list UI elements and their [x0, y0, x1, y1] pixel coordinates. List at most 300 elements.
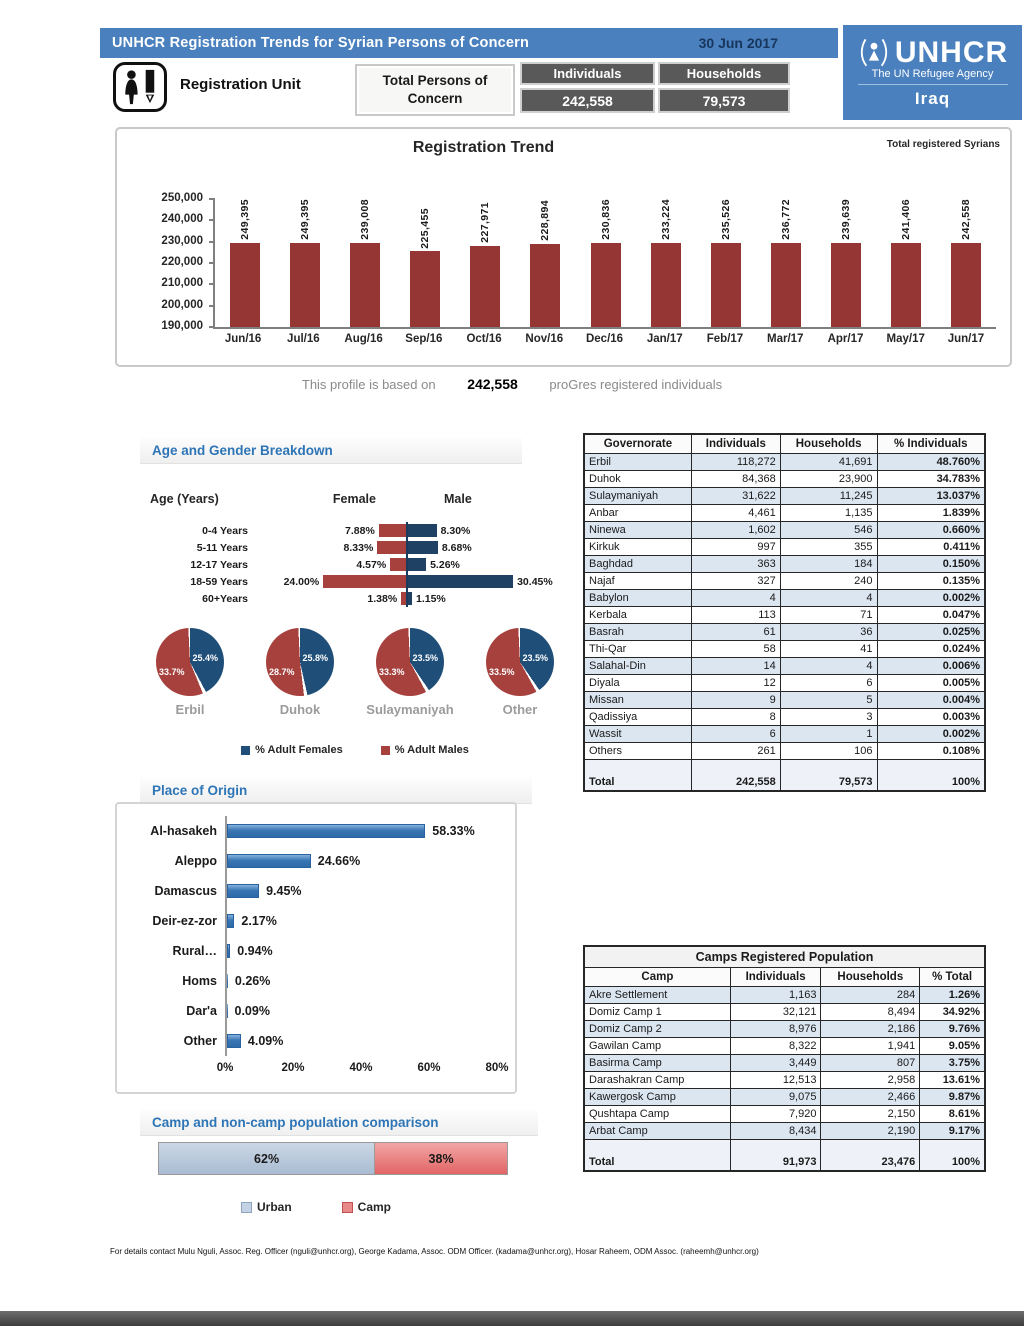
x-tick-label: Sep/16 [405, 333, 443, 345]
origin-category-label: Dar'a [186, 1004, 217, 1018]
table-row [584, 1055, 985, 1072]
data-table [583, 945, 986, 1172]
adult-share-pies [140, 628, 570, 717]
individuals-header: Individuals [520, 62, 655, 85]
table-cell: Sulaymaniyah [584, 488, 691, 505]
table-cell: Darashakran Camp [584, 1072, 730, 1089]
table-cell: 84,368 [691, 471, 780, 488]
male-zone [408, 556, 578, 573]
table-cell: Ninewa [584, 522, 691, 539]
male-value-label: 5.26% [430, 558, 460, 571]
origin-bar [227, 1034, 241, 1048]
female-zone [258, 539, 408, 556]
table-row [584, 522, 985, 539]
table-total-row [584, 1140, 985, 1172]
table-cell: 32,121 [730, 1004, 821, 1021]
y-tick-label: 250,000 [161, 192, 203, 204]
table-cell: 8,976 [730, 1021, 821, 1038]
unhcr-logo [843, 25, 1022, 120]
trend-bar-column [275, 199, 335, 327]
male-zone [408, 539, 578, 556]
females-legend-label: % Adult Females [255, 744, 343, 756]
origin-category-label: Al-hasakeh [150, 824, 217, 838]
trend-bar [350, 243, 380, 327]
place-of-origin-chart [115, 802, 517, 1094]
origin-x-tick: 0% [216, 1062, 234, 1074]
profile-value: 242,558 [467, 376, 518, 392]
table-cell: 2,466 [821, 1089, 920, 1106]
table-cell: Missan [584, 692, 691, 709]
trend-bar-column [335, 199, 395, 327]
origin-x-axis [216, 1062, 509, 1082]
table-cell: 0.002% [877, 726, 985, 743]
table-cell: 12 [691, 675, 780, 692]
origin-value-label: 0.94% [237, 944, 273, 958]
table-row [584, 743, 985, 760]
trend-bar [591, 243, 621, 327]
y-tick-label: 210,000 [161, 277, 203, 290]
table-cell: 61 [691, 624, 780, 641]
table-cell: Domiz Camp 1 [584, 1004, 730, 1021]
legend-adult-males [381, 744, 469, 756]
table-row [584, 709, 985, 726]
table-cell: Gawilan Camp [584, 1038, 730, 1055]
individuals-value: 242,558 [520, 88, 655, 113]
bar-value-label: 235,526 [719, 199, 732, 240]
profile-suffix: proGres registered individuals [549, 377, 723, 392]
pie-cell [360, 628, 460, 717]
origin-row [127, 816, 499, 846]
origin-bar [227, 974, 228, 988]
origin-value-label: 24.66% [317, 854, 361, 868]
table-title-row [584, 946, 985, 968]
origin-bar [227, 824, 425, 838]
table-cell: 13.037% [877, 488, 985, 505]
table-cell: 8 [691, 709, 780, 726]
tornado-row [150, 573, 590, 590]
table-cell: 284 [821, 987, 920, 1004]
bar-value-label: 239,008 [359, 199, 372, 240]
table-cell: Akre Settlement [584, 987, 730, 1004]
camp-legend-label: Camp [357, 1200, 391, 1214]
table-row [584, 488, 985, 505]
table-cell: 0.135% [877, 573, 985, 590]
table-row [584, 573, 985, 590]
table-cell: Wassit [584, 726, 691, 743]
table-cell: 9,075 [730, 1089, 821, 1106]
table-cell: Others [584, 743, 691, 760]
female-bar [377, 541, 406, 554]
origin-rows [127, 816, 499, 1056]
table-cell: 997 [691, 539, 780, 556]
data-table [583, 433, 986, 792]
table-row [584, 1072, 985, 1089]
camps-table [583, 945, 986, 1172]
trend-bar [891, 243, 921, 327]
total-cell: 242,558 [691, 760, 780, 792]
table-cell: 184 [780, 556, 877, 573]
trend-bars [215, 199, 996, 327]
bar-value-label: 227,971 [479, 202, 492, 243]
table-cell: Duhok [584, 471, 691, 488]
y-tick [209, 241, 215, 243]
table-cell: 13.61% [920, 1072, 985, 1089]
table-cell: 1,941 [821, 1038, 920, 1055]
total-cell: 91,973 [730, 1140, 821, 1172]
table-row [584, 607, 985, 624]
table-cell: Domiz Camp 2 [584, 1021, 730, 1038]
x-tick-label: Jul/16 [287, 333, 320, 345]
column-header: Camp [584, 968, 730, 987]
column-header: % Individuals [877, 434, 985, 454]
trend-bar-column [515, 199, 575, 327]
pie-name: Other [502, 702, 538, 717]
pie-chart [486, 628, 554, 696]
male-bar [408, 575, 513, 588]
y-tick [209, 326, 215, 328]
table-cell: 363 [691, 556, 780, 573]
origin-x-tick: 60% [417, 1062, 441, 1074]
logo-wordmark: UNHCR [894, 36, 1009, 69]
age-label: 12-17 Years [190, 558, 248, 571]
bar-value-label: 249,395 [299, 199, 312, 240]
table-cell: Kirkuk [584, 539, 691, 556]
female-zone [258, 522, 408, 539]
origin-bar-zone [225, 1026, 499, 1056]
origin-x-tick: 40% [349, 1062, 373, 1074]
table-cell: 0.024% [877, 641, 985, 658]
female-bar [323, 575, 406, 588]
x-tick-label: Jun/16 [224, 333, 262, 345]
y-tick [209, 283, 215, 285]
age-label: 18-59 Years [190, 575, 248, 588]
table-header-row [584, 434, 985, 454]
table-cell: 41,691 [780, 454, 877, 471]
table-title-cell: Camps Registered Population [584, 946, 985, 968]
origin-category-label: Aleppo [174, 854, 217, 868]
age-label: 5-11 Years [196, 541, 248, 554]
table-cell: 12,513 [730, 1072, 821, 1089]
pie-male-label: 33.7% [159, 667, 185, 677]
table-cell: 58 [691, 641, 780, 658]
table-cell: 4 [780, 658, 877, 675]
origin-bar-zone [225, 816, 499, 846]
males-legend-label: % Adult Males [394, 744, 469, 756]
table-cell: 2,150 [821, 1106, 920, 1123]
trend-bar [711, 243, 741, 327]
table-row [584, 987, 985, 1004]
logo-tagline: The UN Refugee Agency [858, 68, 1008, 85]
tornado-row [150, 539, 590, 556]
column-header: Households [821, 968, 920, 987]
origin-value-label: 9.45% [266, 884, 302, 898]
trend-bar [771, 243, 801, 327]
urban-legend-label: Urban [256, 1200, 292, 1214]
table-header-row [584, 968, 985, 987]
males-legend-swatch [381, 746, 390, 755]
age-gender-section-header: Age and Gender Breakdown [140, 438, 522, 464]
table-cell: 0.002% [877, 590, 985, 607]
table-cell: 0.150% [877, 556, 985, 573]
bar-value-label: 242,558 [959, 199, 972, 240]
table-cell: Kerbala [584, 607, 691, 624]
origin-value-label: 58.33% [432, 824, 475, 838]
pie-chart [156, 628, 224, 696]
pie-name: Erbil [175, 702, 205, 717]
trend-x-axis [213, 333, 996, 345]
table-cell: 0.108% [877, 743, 985, 760]
table-cell: 9 [691, 692, 780, 709]
bar-value-label: 228,894 [539, 200, 552, 241]
origin-value-label: 0.26% [234, 974, 271, 988]
origin-category-label: Other [183, 1034, 217, 1048]
y-tick-label: 240,000 [161, 213, 203, 226]
female-zone [258, 573, 408, 590]
table-cell: 118,272 [691, 454, 780, 471]
profile-prefix: This profile is based on [301, 377, 436, 392]
origin-bar [227, 944, 230, 958]
origin-row [127, 846, 499, 876]
origin-x-tick: 80% [485, 1062, 509, 1074]
table-cell: 0.047% [877, 607, 985, 624]
trend-bar [290, 243, 320, 327]
table-cell: 6 [691, 726, 780, 743]
table-cell: Qushtapa Camp [584, 1106, 730, 1123]
footer-contact: For details contact Mulu Nguli, Assoc. Reg. Officer (nguli@unhcr.org), George Kadama, Assoc. ODM Officer. (kadama@unhcr.org), Hosar Raheem, ODM Assoc. (raheemh@unhcr.org) [110, 1247, 759, 1256]
table-row [584, 692, 985, 709]
table-cell: 3 [780, 709, 877, 726]
table-row [584, 556, 985, 573]
page-bottom-edge [0, 1311, 1024, 1326]
total-cell: 100% [920, 1140, 985, 1172]
tornado-row [150, 590, 590, 607]
origin-bar-zone [225, 996, 499, 1026]
table-cell: 240 [780, 573, 877, 590]
table-row [584, 454, 985, 471]
bar-value-label: 230,836 [599, 199, 612, 240]
table-row [584, 624, 985, 641]
x-tick-label: Mar/17 [767, 333, 804, 345]
households-value: 79,573 [658, 88, 790, 113]
x-tick-label: Aug/16 [344, 333, 383, 345]
column-header: Governorate [584, 434, 691, 454]
pie-female-label: 25.8% [302, 653, 328, 663]
table-cell: 546 [780, 522, 877, 539]
bar-value-label: 239,639 [839, 199, 852, 240]
female-zone [258, 590, 408, 607]
bar-value-label: 249,395 [239, 199, 252, 240]
table-row [584, 658, 985, 675]
page-title: UNHCR Registration Trends for Syrian Persons of Concern [112, 35, 530, 51]
column-header: Households [780, 434, 877, 454]
table-cell: 14 [691, 658, 780, 675]
tornado-header-row [150, 492, 570, 506]
x-tick-label: Jan/17 [646, 333, 683, 345]
table-cell: 34.783% [877, 471, 985, 488]
females-legend-swatch [241, 746, 250, 755]
y-tick [209, 198, 215, 200]
place-of-origin-section-header: Place of Origin [140, 778, 532, 804]
trend-bar-column [636, 199, 696, 327]
table-cell: 2,190 [821, 1123, 920, 1140]
trend-bar-column [215, 199, 275, 327]
table-cell: 4 [691, 590, 780, 607]
y-tick-label: 190,000 [161, 320, 203, 332]
tornado-row [150, 522, 590, 539]
trend-bar [410, 251, 440, 327]
male-value-label: 8.30% [440, 524, 471, 537]
table-row [584, 1089, 985, 1106]
column-header: % Total [920, 968, 985, 987]
female-bar [401, 592, 406, 605]
governorate-table [583, 433, 986, 792]
female-value-label: 8.33% [343, 541, 374, 554]
logo-country: Iraq [914, 89, 951, 108]
tornado-rows [150, 522, 590, 607]
table-row [584, 1123, 985, 1140]
camp-comparison-bar [158, 1142, 508, 1175]
bar-value-label: 225,455 [419, 207, 432, 249]
origin-bar-zone [225, 936, 499, 966]
female-bar [390, 558, 406, 571]
legend-adult-females [241, 744, 343, 756]
pie-cell [250, 628, 350, 717]
registration-unit-label: Registration Unit [180, 76, 301, 93]
tornado-male-header: Male [444, 492, 472, 506]
pie-male-label: 28.7% [269, 667, 295, 677]
origin-bar-zone [225, 966, 499, 996]
table-row [584, 505, 985, 522]
female-zone [258, 556, 408, 573]
trend-bar-column [395, 199, 455, 327]
chart-note: Total registered Syrians [886, 139, 1000, 150]
origin-bar [227, 884, 259, 898]
table-row [584, 539, 985, 556]
header-bar [100, 28, 838, 58]
table-row [584, 1021, 985, 1038]
trend-bar [951, 243, 981, 327]
male-zone [408, 522, 578, 539]
male-bar [408, 524, 437, 537]
age-label: 60+Years [202, 592, 248, 605]
table-cell: 7,920 [730, 1106, 821, 1123]
origin-category-label: Rural… [172, 944, 217, 958]
column-header: Individuals [691, 434, 780, 454]
trend-bar-column [756, 199, 816, 327]
table-cell: 9.17% [920, 1123, 985, 1140]
report-date: 30 Jun 2017 [698, 35, 778, 51]
x-tick-label: Nov/16 [525, 333, 564, 345]
tornado-female-header: Female [332, 492, 376, 506]
table-cell: 41 [780, 641, 877, 658]
female-value-label: 1.38% [367, 592, 398, 605]
table-cell: 327 [691, 573, 780, 590]
y-tick-label: 200,000 [161, 298, 203, 311]
table-row [584, 590, 985, 607]
trend-bar-column [936, 199, 996, 327]
trend-bar [230, 243, 260, 327]
total-cell: Total [584, 1140, 730, 1172]
table-cell: 9.05% [920, 1038, 985, 1055]
table-cell: 6 [780, 675, 877, 692]
origin-bar-zone [225, 876, 499, 906]
urban-legend-swatch [241, 1202, 252, 1213]
table-cell: 9.76% [920, 1021, 985, 1038]
trend-bar-column [696, 199, 756, 327]
origin-row [127, 1026, 499, 1056]
trend-bar-column [455, 199, 515, 327]
origin-row [127, 996, 499, 1026]
origin-value-label: 0.09% [234, 1004, 270, 1018]
table-row [584, 471, 985, 488]
table-cell: 0.006% [877, 658, 985, 675]
table-cell: 113 [691, 607, 780, 624]
origin-row [127, 936, 499, 966]
table-cell: 1,163 [730, 987, 821, 1004]
origin-bar [227, 914, 234, 928]
y-tick-label: 230,000 [161, 234, 203, 247]
origin-value-label: 4.09% [247, 1034, 284, 1048]
male-zone [408, 573, 578, 590]
bar-value-label: 241,406 [899, 199, 912, 240]
pie-chart [376, 628, 444, 696]
table-cell: 8,434 [730, 1123, 821, 1140]
camp-legend-swatch [342, 1202, 353, 1213]
table-cell: 807 [821, 1055, 920, 1072]
y-tick [209, 305, 215, 307]
x-tick-label: Dec/16 [585, 333, 624, 345]
trend-bar [530, 244, 560, 327]
table-cell: 1 [780, 726, 877, 743]
table-cell: 0.005% [877, 675, 985, 692]
pie-male-label: 33.5% [489, 667, 515, 677]
stack-segment-camp: 38% [374, 1143, 507, 1174]
female-value-label: 24.00% [283, 575, 320, 588]
column-header: Individuals [730, 968, 821, 987]
pie-name: Sulaymaniyah [366, 702, 454, 717]
table-cell: 1.26% [920, 987, 985, 1004]
table-cell: 0.004% [877, 692, 985, 709]
profile-summary [0, 376, 1024, 392]
stack-segment-urban: 62% [159, 1143, 374, 1174]
bar-value-label: 236,772 [779, 199, 792, 240]
table-cell: 2,958 [821, 1072, 920, 1089]
x-tick-label: Jun/17 [947, 333, 985, 345]
table-cell: 3,449 [730, 1055, 821, 1072]
table-row [584, 1106, 985, 1123]
pie-chart [266, 628, 334, 696]
trend-bar [470, 246, 500, 327]
male-value-label: 1.15% [416, 592, 446, 605]
table-cell: 1,602 [691, 522, 780, 539]
pie-legend [140, 744, 570, 756]
table-cell: 8.61% [920, 1106, 985, 1123]
y-tick [209, 219, 215, 221]
person-pencil-icon [119, 68, 161, 106]
male-zone [408, 590, 578, 607]
camp-comparison-section-header: Camp and non-camp population comparison [140, 1110, 538, 1136]
pie-cell [470, 628, 570, 717]
origin-row [127, 876, 499, 906]
age-label: 0-4 Years [202, 524, 248, 537]
table-cell: 0.411% [877, 539, 985, 556]
camp-comparison-legend [115, 1200, 517, 1214]
table-total-row [584, 760, 985, 792]
table-cell: 1,135 [780, 505, 877, 522]
x-tick-label: Apr/17 [827, 333, 864, 345]
origin-row [127, 966, 499, 996]
origin-category-label: Damascus [154, 884, 217, 898]
